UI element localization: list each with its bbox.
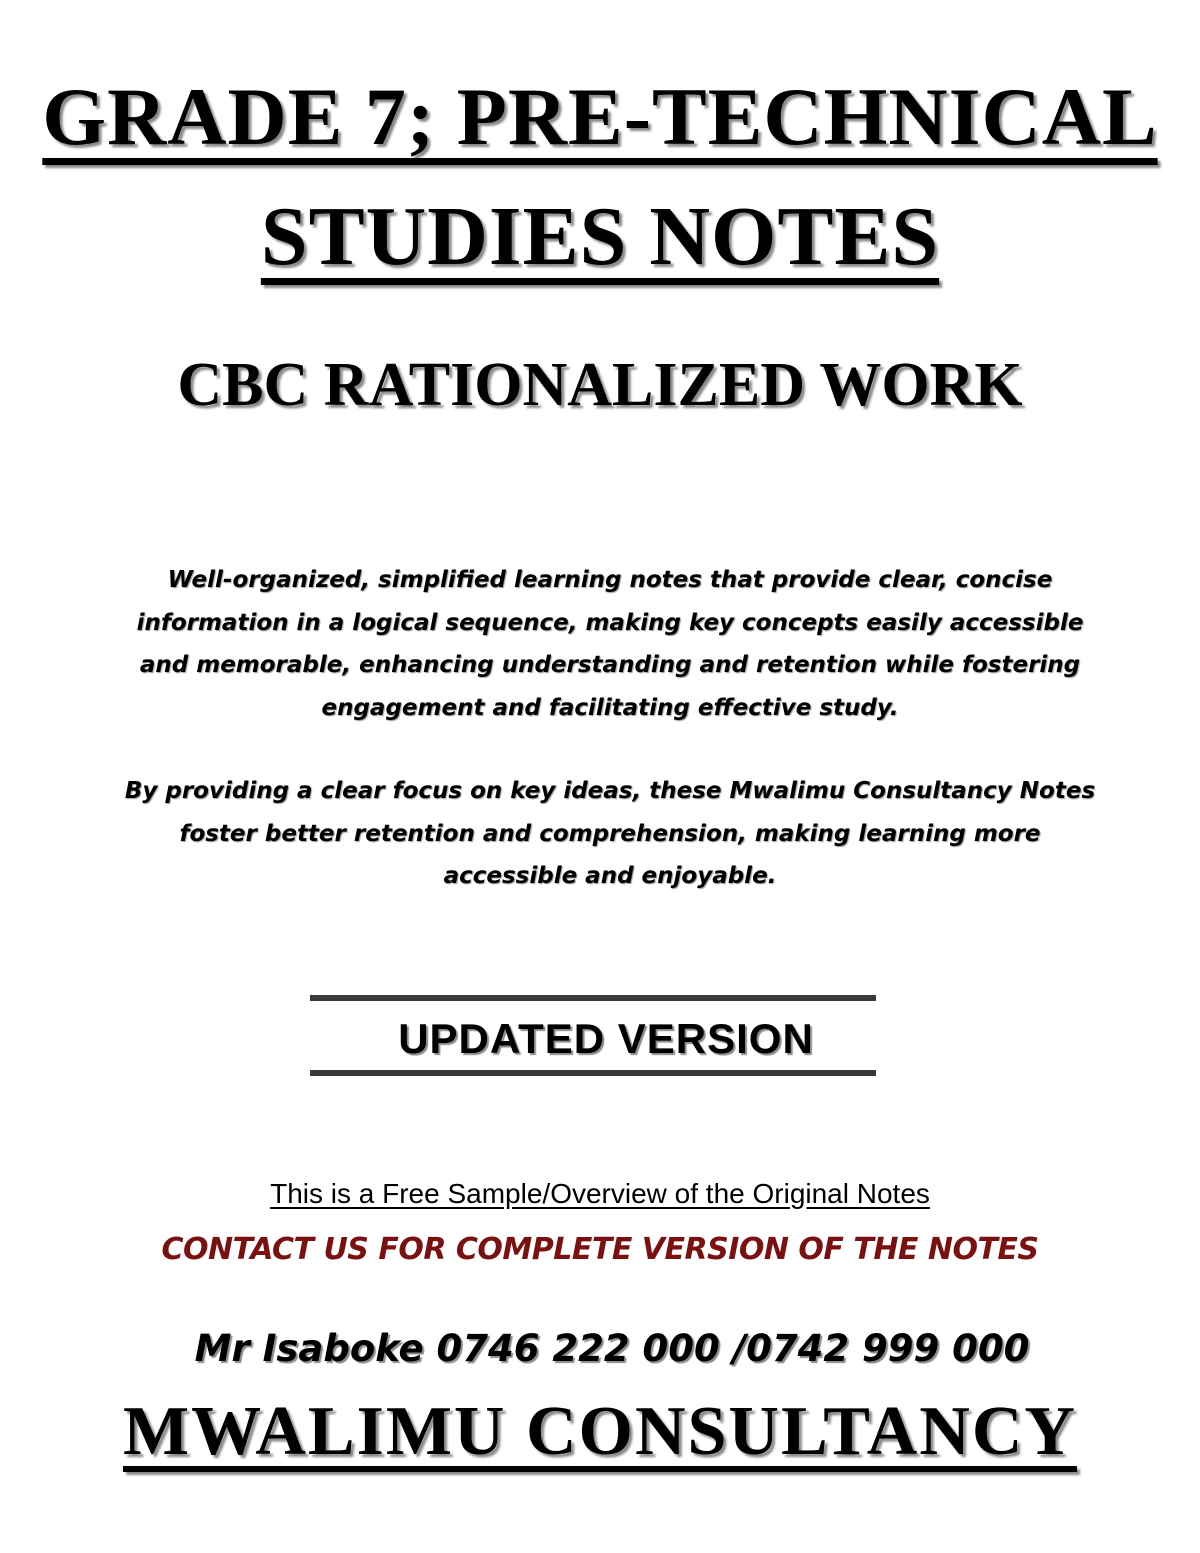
- updated-version-label: UPDATED VERSION: [398, 1015, 814, 1062]
- contact-line: CONTACT US FOR COMPLETE VERSION OF THE NOTES: [161, 1232, 1039, 1267]
- title-line-1: GRADE 7; PRE-TECHNICAL: [42, 71, 1158, 162]
- divider-bottom: [310, 1070, 876, 1076]
- divider-top: [310, 995, 876, 1001]
- title-line-2: STUDIES NOTES: [260, 190, 940, 283]
- phone-line: Mr Isaboke 0746 222 000 /0742 999 000: [194, 1327, 1030, 1370]
- description-paragraph-1: Well-organized, simplified learning notes that provide clear, concise information in a logical sequence, making key concepts easily accessible and memorable, enhancing understanding and retention while fostering engagement and facilitating effective study.: [136, 567, 1084, 721]
- subtitle: CBC RATIONALIZED WORK: [177, 351, 1023, 419]
- description-paragraph-2: By providing a clear focus on key ideas, these Mwalimu Consultancy Notes foster better retention and comprehension, making learning more accessible and enjoyable.: [124, 778, 1096, 889]
- brand-name: MWALIMU CONSULTANCY: [123, 1393, 1077, 1470]
- free-sample-note: This is a Free Sample/Overview of the Original Notes: [270, 1178, 930, 1209]
